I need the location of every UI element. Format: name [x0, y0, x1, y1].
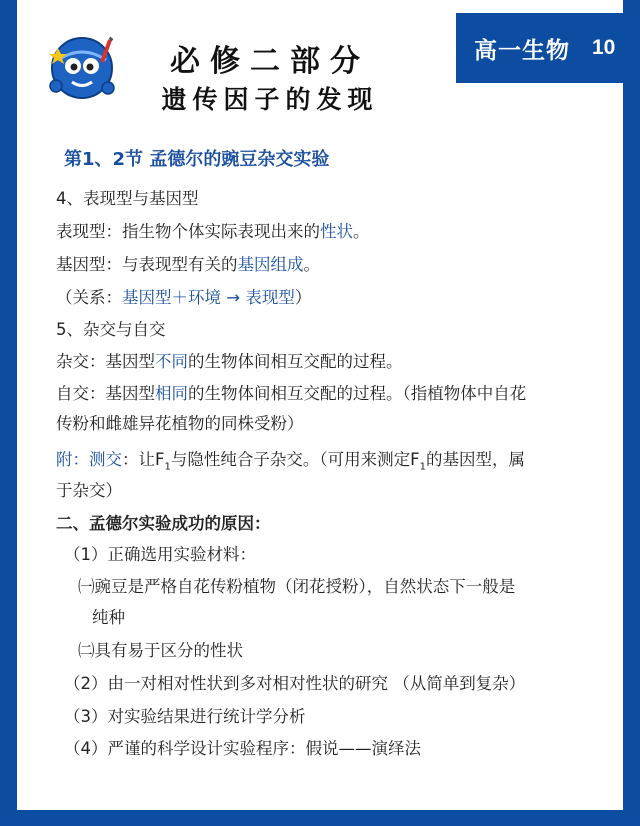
- text-part: ：让F: [122, 450, 165, 469]
- text-part: （关系：: [56, 288, 122, 307]
- text-part: 自交：基因型: [56, 384, 155, 403]
- left-border: [0, 0, 17, 826]
- text-part: 。: [303, 255, 320, 274]
- right-border: [623, 0, 640, 826]
- subscript: 1: [419, 461, 426, 473]
- heading-4: 4、表现型与基因型: [56, 189, 199, 208]
- highlight-text: 基因组成: [237, 255, 304, 274]
- highlight-text: 不同: [155, 352, 188, 371]
- reason-1-sub-2: ㈡具有易于区分的性状: [78, 641, 243, 660]
- subject-tag: [456, 13, 640, 83]
- top-border: [0, 0, 640, 12]
- reason-4: （4）严谨的科学设计实验程序：假说——演绎法: [64, 739, 421, 758]
- selfing-definition: [56, 383, 526, 405]
- phenotype-definition: [56, 221, 370, 243]
- reason-1-sub-1: ㈠豌豆是严格自花传粉植物（闭花授粉），自然状态下一般是: [78, 577, 516, 596]
- testcross-continuation: 于杂交）: [56, 481, 122, 500]
- reason-2: （2）由一对相对性状到多对相对性状的研究 （从简单到复杂）: [64, 674, 526, 693]
- page-subtitle: 遗传因子的发现: [161, 85, 379, 114]
- highlight-text: 基因型＋环境 → 表现型: [122, 288, 295, 307]
- text-part: 杂交：基因型: [56, 352, 155, 371]
- text-part: 。: [353, 222, 370, 241]
- cross-definition: [56, 351, 403, 373]
- highlight-text: 附：测交: [56, 450, 122, 469]
- text-part: 的生物体间相互交配的过程。（指植物体中自花: [188, 384, 527, 403]
- reason-1: （1）正确选用实验材料：: [64, 545, 256, 564]
- highlight-text: 相同: [155, 384, 188, 403]
- heading-5: 5、杂交与自交: [56, 320, 166, 339]
- blue-ball-mascot-icon: [44, 26, 124, 106]
- section-title: 第1、2节 孟德尔的豌豆杂交实验: [64, 149, 330, 170]
- testcross-definition: [56, 449, 525, 478]
- text-part: ）: [294, 288, 312, 307]
- subscript: 1: [164, 461, 171, 473]
- genotype-definition: [56, 254, 320, 276]
- text-part: 表现型：指生物个体实际表现出来的: [56, 222, 320, 241]
- text-part: 的基因型，属: [426, 450, 525, 469]
- text-part: 的生物体间相互交配的过程。: [188, 352, 403, 371]
- text-part: 基因型：与表现型有关的: [56, 255, 238, 274]
- heading-success-reasons: 二、孟德尔实验成功的原因：: [56, 514, 271, 533]
- page-number: 10: [592, 36, 616, 59]
- subject-label: 高一生物: [474, 37, 570, 64]
- reason-1-sub-1-continuation: 纯种: [92, 608, 125, 627]
- highlight-text: 性状: [320, 222, 353, 241]
- reason-3: （3）对实验结果进行统计学分析: [64, 707, 306, 726]
- bottom-border: [0, 810, 640, 826]
- relation-line: [56, 287, 311, 309]
- page-title: 必修二部分: [170, 44, 370, 79]
- selfing-continuation: 传粉和雌雄异花植物的同株受粉）: [56, 414, 304, 433]
- text-part: 与隐性纯合子杂交。（可用来测定F: [170, 450, 420, 469]
